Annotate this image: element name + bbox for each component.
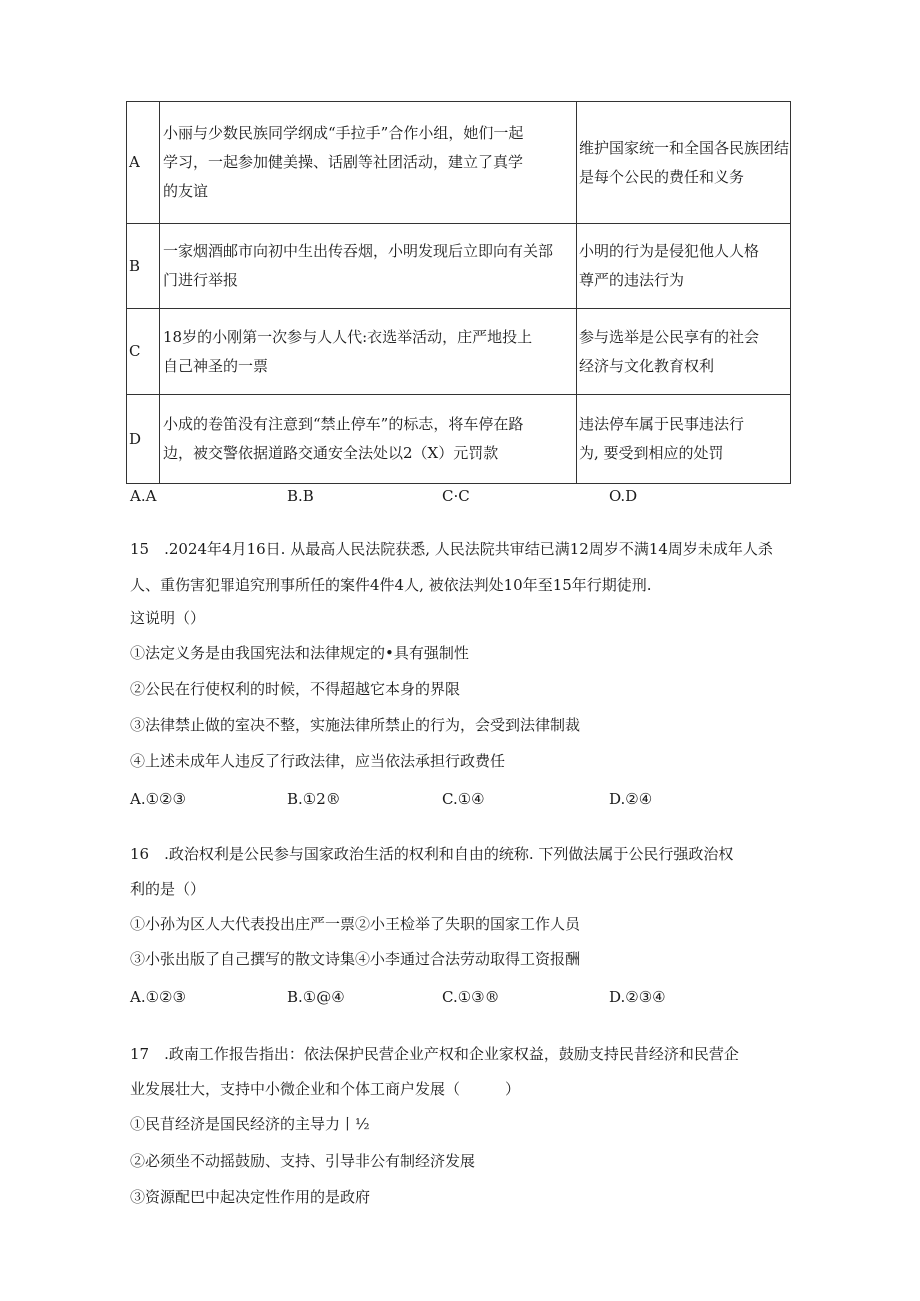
statement-item: ②必须坐不动摇鼓励、支持、引导非公有制经济发展 — [130, 1152, 476, 1170]
question-15-stem: 15 .2024年4月16日. 从最高人民法院获悉, 人民法院共审结已满12周岁不满14周岁未成年人杀 — [130, 540, 773, 558]
statement-item: ③资源配巴中起决定性作用的是政府 — [130, 1188, 371, 1206]
judgement-cell — [577, 102, 791, 224]
question-16-options — [130, 988, 750, 1010]
question-17-stem: 业发展壮大，支持中小微企业和个体工商户发展（ ） — [130, 1080, 521, 1098]
row-letter: D — [127, 395, 160, 484]
statement-item: ③小张出版了自己撰写的散文诗集④小李通过合法劳动取得工资报酬 — [130, 950, 581, 968]
statement-item: ①民苜经济是国民经济的主导力丨½ — [130, 1115, 370, 1133]
judgement-cell — [577, 395, 791, 484]
judgement-line: 违法停车属于民事违法行 — [579, 415, 745, 433]
question-16-stem: 利的是（） — [130, 880, 206, 898]
judgement-line: 尊严的违法行为 — [579, 271, 685, 289]
scene-line: 小丽与少数民族同学纲成“手拉手”合作小组，她们一起 — [163, 124, 524, 142]
judgement-line: 维护国家统一和全国各民族团结 — [579, 138, 790, 157]
statement-item: ③法律禁止做的室决不整，实施法律所禁止的行为，会受到法律制裁 — [130, 716, 581, 734]
question-15-prompt: 这说明（） — [130, 609, 206, 627]
question-15-options — [130, 790, 750, 812]
scene-line: 边，被交警依据道路交通安全法处以2（X）元罚款 — [163, 444, 499, 462]
question-14-options — [130, 487, 750, 509]
judgement-line: 是每个公民的费任和义务 — [579, 167, 745, 186]
option-c[interactable]: C.①③® — [442, 988, 500, 1006]
judgement-line: 经济与文化教育权利 — [579, 356, 715, 375]
option-d[interactable]: D.②④ — [609, 790, 653, 808]
question-15-stem: 人、重伤害犯罪追究刑事所任的案件4件4人, 被依法判处10年至15年行期徒刑. — [130, 576, 652, 594]
scene-line: 小成的卷笛没有注意到“禁止停车”的标志，将车停在路 — [163, 415, 524, 433]
scene-cell — [160, 102, 577, 224]
option-a[interactable]: A.A — [130, 487, 157, 505]
option-c[interactable]: C.①④ — [442, 790, 485, 808]
option-c[interactable]: C·C — [442, 487, 470, 505]
question-14-table — [126, 101, 791, 484]
scene-cell — [160, 224, 577, 309]
question-16-stem: 16 .政治权利是公民参与国家政治生活的权利和自由的统称. 下列做法属于公民行强政治权 — [130, 845, 734, 863]
scene-line: 自己神圣的一票 — [163, 356, 269, 375]
scene-line: 学习，一起参加健美操、话剧等社团活动，建立了真学 — [163, 153, 524, 171]
judgement-cell — [577, 224, 791, 309]
scene-line: 一家烟酒邮市向初中生出传吞烟，小明发现后立即向有关部 — [163, 242, 554, 260]
statement-item: ②公民在行使权利的时候，不得超越它本身的界限 — [130, 680, 461, 698]
row-letter: B — [127, 224, 160, 309]
judgement-cell — [577, 309, 791, 395]
scene-line: 门进行举报 — [163, 271, 239, 289]
scene-line: 的友谊 — [163, 182, 209, 200]
option-a[interactable]: A.①②③ — [130, 988, 186, 1006]
option-d[interactable]: O.D — [609, 487, 638, 505]
table-row — [127, 309, 791, 395]
option-b[interactable]: B.①@④ — [287, 988, 345, 1006]
scene-line: 18岁的小刚第一次参与人人代:衣选举活动，庄严地投上 — [163, 327, 533, 346]
table-row — [127, 224, 791, 309]
statement-item: ①小孙为区人大代表投出庄严一票②小王检举了失职的国家工作人员 — [130, 915, 581, 933]
row-letter: A — [127, 102, 160, 224]
statement-item: ①法定义务是由我国宪法和法律规定的•具有强制性 — [130, 644, 469, 662]
statement-item: ④上述未成年人违反了行政法律，应当依法承担行政费任 — [130, 752, 506, 770]
option-a[interactable]: A.①②③ — [130, 790, 186, 808]
judgement-line: 小明的行为是侵犯他人人格 — [579, 242, 760, 260]
table-row — [127, 395, 791, 484]
option-b[interactable]: B.①2® — [287, 790, 341, 808]
option-b[interactable]: B.B — [287, 487, 314, 505]
question-17-stem: 17 .政南工作报告指出：依法保护民营企业产权和企业家权益，鼓励支持民昔经济和民营企 — [130, 1045, 739, 1063]
scene-cell — [160, 309, 577, 395]
scene-cell — [160, 395, 577, 484]
judgement-line: 为, 要受到相应的处罚 — [579, 444, 724, 462]
judgement-line: 参与选举是公民享有的社会 — [579, 327, 760, 346]
table-row — [127, 102, 791, 224]
option-d[interactable]: D.②③④ — [609, 988, 666, 1006]
row-letter: C — [127, 309, 160, 395]
